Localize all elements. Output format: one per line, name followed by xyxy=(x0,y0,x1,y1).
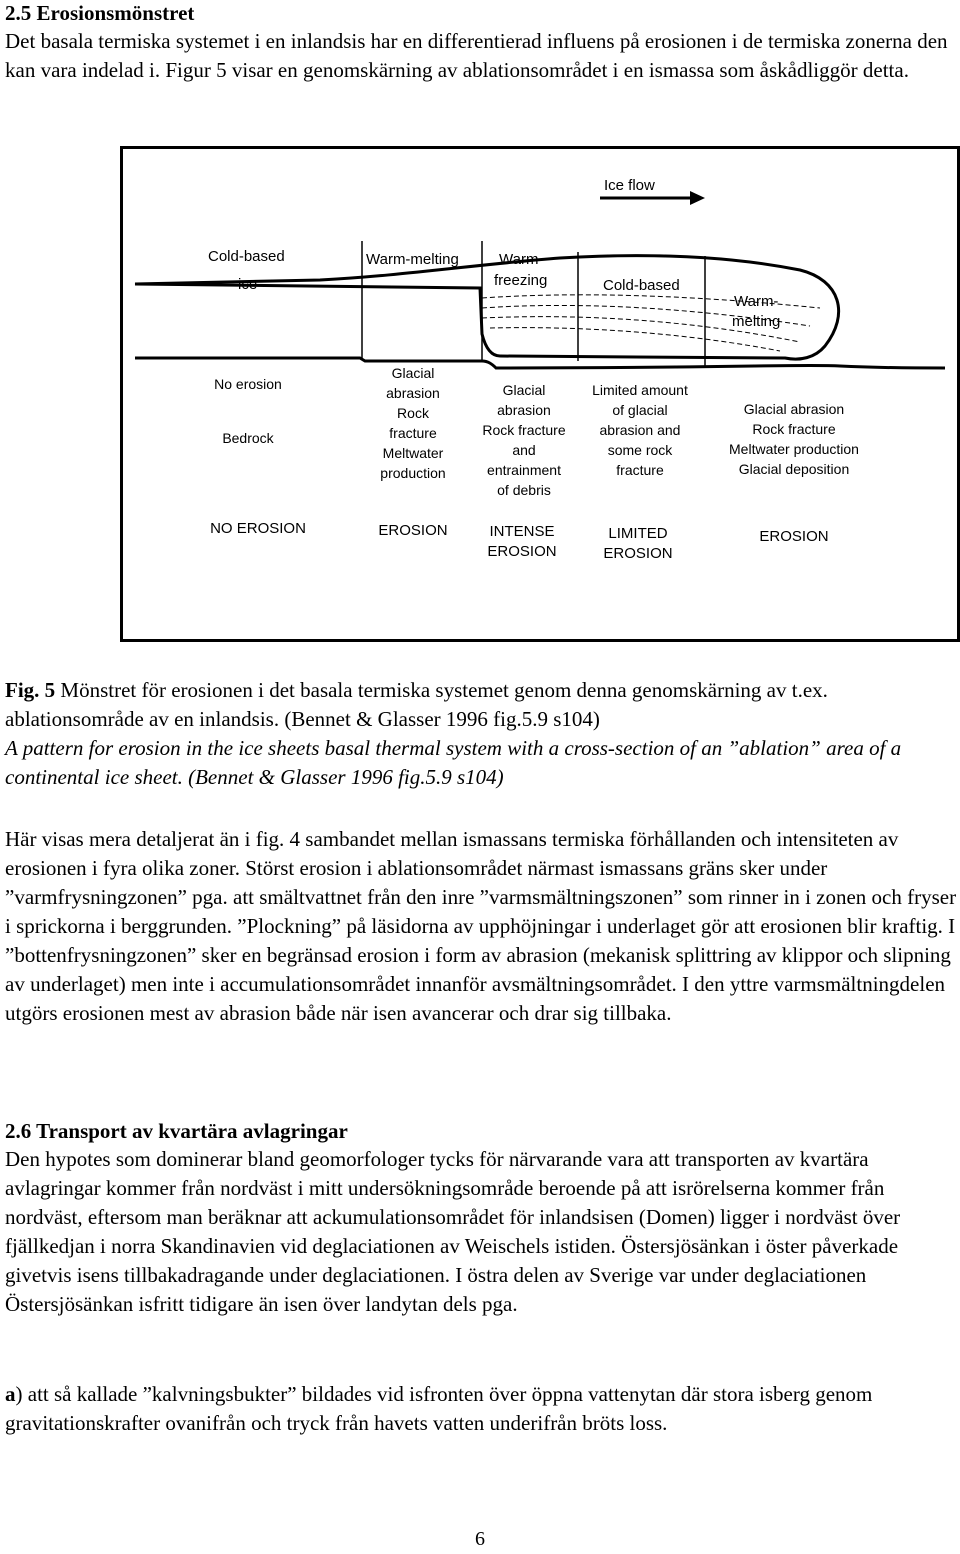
erosion-label: EROSION xyxy=(378,522,448,539)
process-label: entrainment xyxy=(487,462,561,478)
process-label: fracture xyxy=(616,462,664,478)
process-label: Meltwater xyxy=(382,445,444,461)
fig-label: Fig. 5 xyxy=(5,678,56,702)
section-2-5 xyxy=(5,0,960,85)
zone-warm-freezing xyxy=(494,251,547,289)
zone-cold-based xyxy=(603,277,680,294)
erosion-label: EROSION xyxy=(603,545,673,562)
section-paragraph: Den hypotes som dominerar bland geomorfologer tycks för närvarande vara att transporten av kvartära avlagringar kommer från nordväst i mitt undersökningsområde beroende på att isrörelserna kommer från nordväst, eftersom man beräknar att ackumulationsområdet för inlandsisen (Domen) ligger i nordväst över fjällkedjan i norra Skandinavien vid deglaciationen av Weischels istiden. Östersjösänkan i öster påverkade givetvis isens tillbakadragande under deglaciationen. I östra delen av Sverige var under deglaciationen Östersjösänkan isfritt tidigare än isen över landytan dels pga. xyxy=(5,1147,901,1316)
figure-5 xyxy=(120,146,960,642)
process-label: Limited amount xyxy=(592,382,688,398)
caption-sv xyxy=(5,676,960,734)
section-heading: 2.6 Transport av kvartära avlagringar xyxy=(5,1119,348,1143)
process-label: production xyxy=(380,465,446,481)
list-marker: a xyxy=(5,1382,16,1406)
zone-label: Warm- xyxy=(734,293,779,310)
process-label: fracture xyxy=(389,425,437,441)
process-label: Glacial deposition xyxy=(738,461,850,477)
arrow-head-icon xyxy=(690,191,705,205)
paragraph-text: Här visas mera detaljerat än i fig. 4 sambandet mellan ismassans termiska förhållanden och intensiteten av erosionen i fyra olika zoner. Störst erosion i ablationsområdet närmast ismassans gräns sker under ”varmfrysningzonen” pga. att smältvattnet från den inre ”varmsmältningszonen” som rinner in i zonen och fryser i sprickorna i berggrunden. ”Plockning” på läsidorna av upphöjningar i underlaget gör att erosionen blir kraftig. I ”bottenfrysningzonen” sker en begränsad erosion i form av abrasion (mekanisk splittring av klippor och slipning av underlaget) men inte i accumulationsområdet innanför avsmältningsområdet. I den yttre varmsmältningdelen utgörs erosionen mest av abrasion både när isen avancerar och drar sig tillbaka. xyxy=(5,827,957,1025)
process-label: and xyxy=(512,442,536,458)
process-label: Rock fracture xyxy=(482,422,566,438)
section-heading: 2.5 Erosionsmönstret xyxy=(5,1,195,25)
zone-warm-melting-outer xyxy=(732,293,780,330)
bedrock-surface xyxy=(135,358,945,368)
process-label: some rock xyxy=(607,442,673,458)
zone-label: melting xyxy=(732,313,781,330)
section-2-6 xyxy=(5,1118,960,1319)
process-label: Glacial abrasion xyxy=(743,401,845,417)
zone-label: ice xyxy=(238,276,258,293)
erosion-diagram xyxy=(120,146,960,642)
zone-label: Cold-based xyxy=(208,248,285,265)
figure-caption xyxy=(5,676,960,792)
zone-label: Warm- xyxy=(499,251,544,268)
zone-label: freezing xyxy=(494,272,548,289)
erosion-labels xyxy=(210,520,829,562)
flow-line xyxy=(490,328,780,351)
process-labels xyxy=(214,365,859,498)
process-label: abrasion xyxy=(386,385,440,401)
caption-en: A pattern for erosion in the ice sheets basal thermal system with a cross-section of an ”ablation” area of a continental ice sheet. (Bennet & Glasser 1996 fig.5.9 s104) xyxy=(5,736,902,789)
erosion-label: NO EROSION xyxy=(210,520,306,537)
process-label: abrasion xyxy=(497,402,551,418)
process-label: Rock xyxy=(397,405,429,421)
erosion-label: INTENSE xyxy=(489,523,555,540)
body-paragraph xyxy=(5,825,960,1028)
erosion-label: EROSION xyxy=(487,543,557,560)
process-label: Bedrock xyxy=(222,430,274,446)
process-label: of glacial xyxy=(612,402,668,418)
intro-paragraph: Det basala termiska systemet i en inlandsis har en differentierad influens på erosionen i de termiska zonerna den kan vara indelad i. Figur 5 visar en genomskärning av ablationsområdet i en ismassa som åskådliggör detta. xyxy=(5,29,948,82)
erosion-label: LIMITED xyxy=(608,525,668,542)
process-label: Glacial xyxy=(391,365,435,381)
caption-sv-text: Mönstret för erosionen i det basala termiska systemet genom denna genomskärning av t.ex. ablationsområde av en inlandsis. (Bennet & Glasser 1996 fig.5.9 s104) xyxy=(5,678,828,731)
process-label: No erosion xyxy=(214,376,282,392)
page-number: 6 xyxy=(475,1528,485,1550)
ice-flow-label: Ice flow xyxy=(604,177,655,194)
zone-label: Cold-based xyxy=(603,277,680,294)
erosion-label: EROSION xyxy=(759,528,829,545)
zone-warm-melting xyxy=(366,251,459,268)
process-label: abrasion and xyxy=(599,422,681,438)
process-label: Meltwater production xyxy=(729,441,859,457)
process-label: Glacial xyxy=(502,382,546,398)
list-item-text: ) att så kallade ”kalvningsbukter” bildades vid isfronten över öppna vattenytan där stora isberg genom gravitationskrafter ovanifrån och tryck från havets vatten underifrån bröts loss. xyxy=(5,1382,873,1435)
process-label: of debris xyxy=(497,482,551,498)
zone-label: Warm-melting xyxy=(366,251,459,268)
list-item-a xyxy=(5,1380,960,1438)
process-label: Rock fracture xyxy=(752,421,836,437)
